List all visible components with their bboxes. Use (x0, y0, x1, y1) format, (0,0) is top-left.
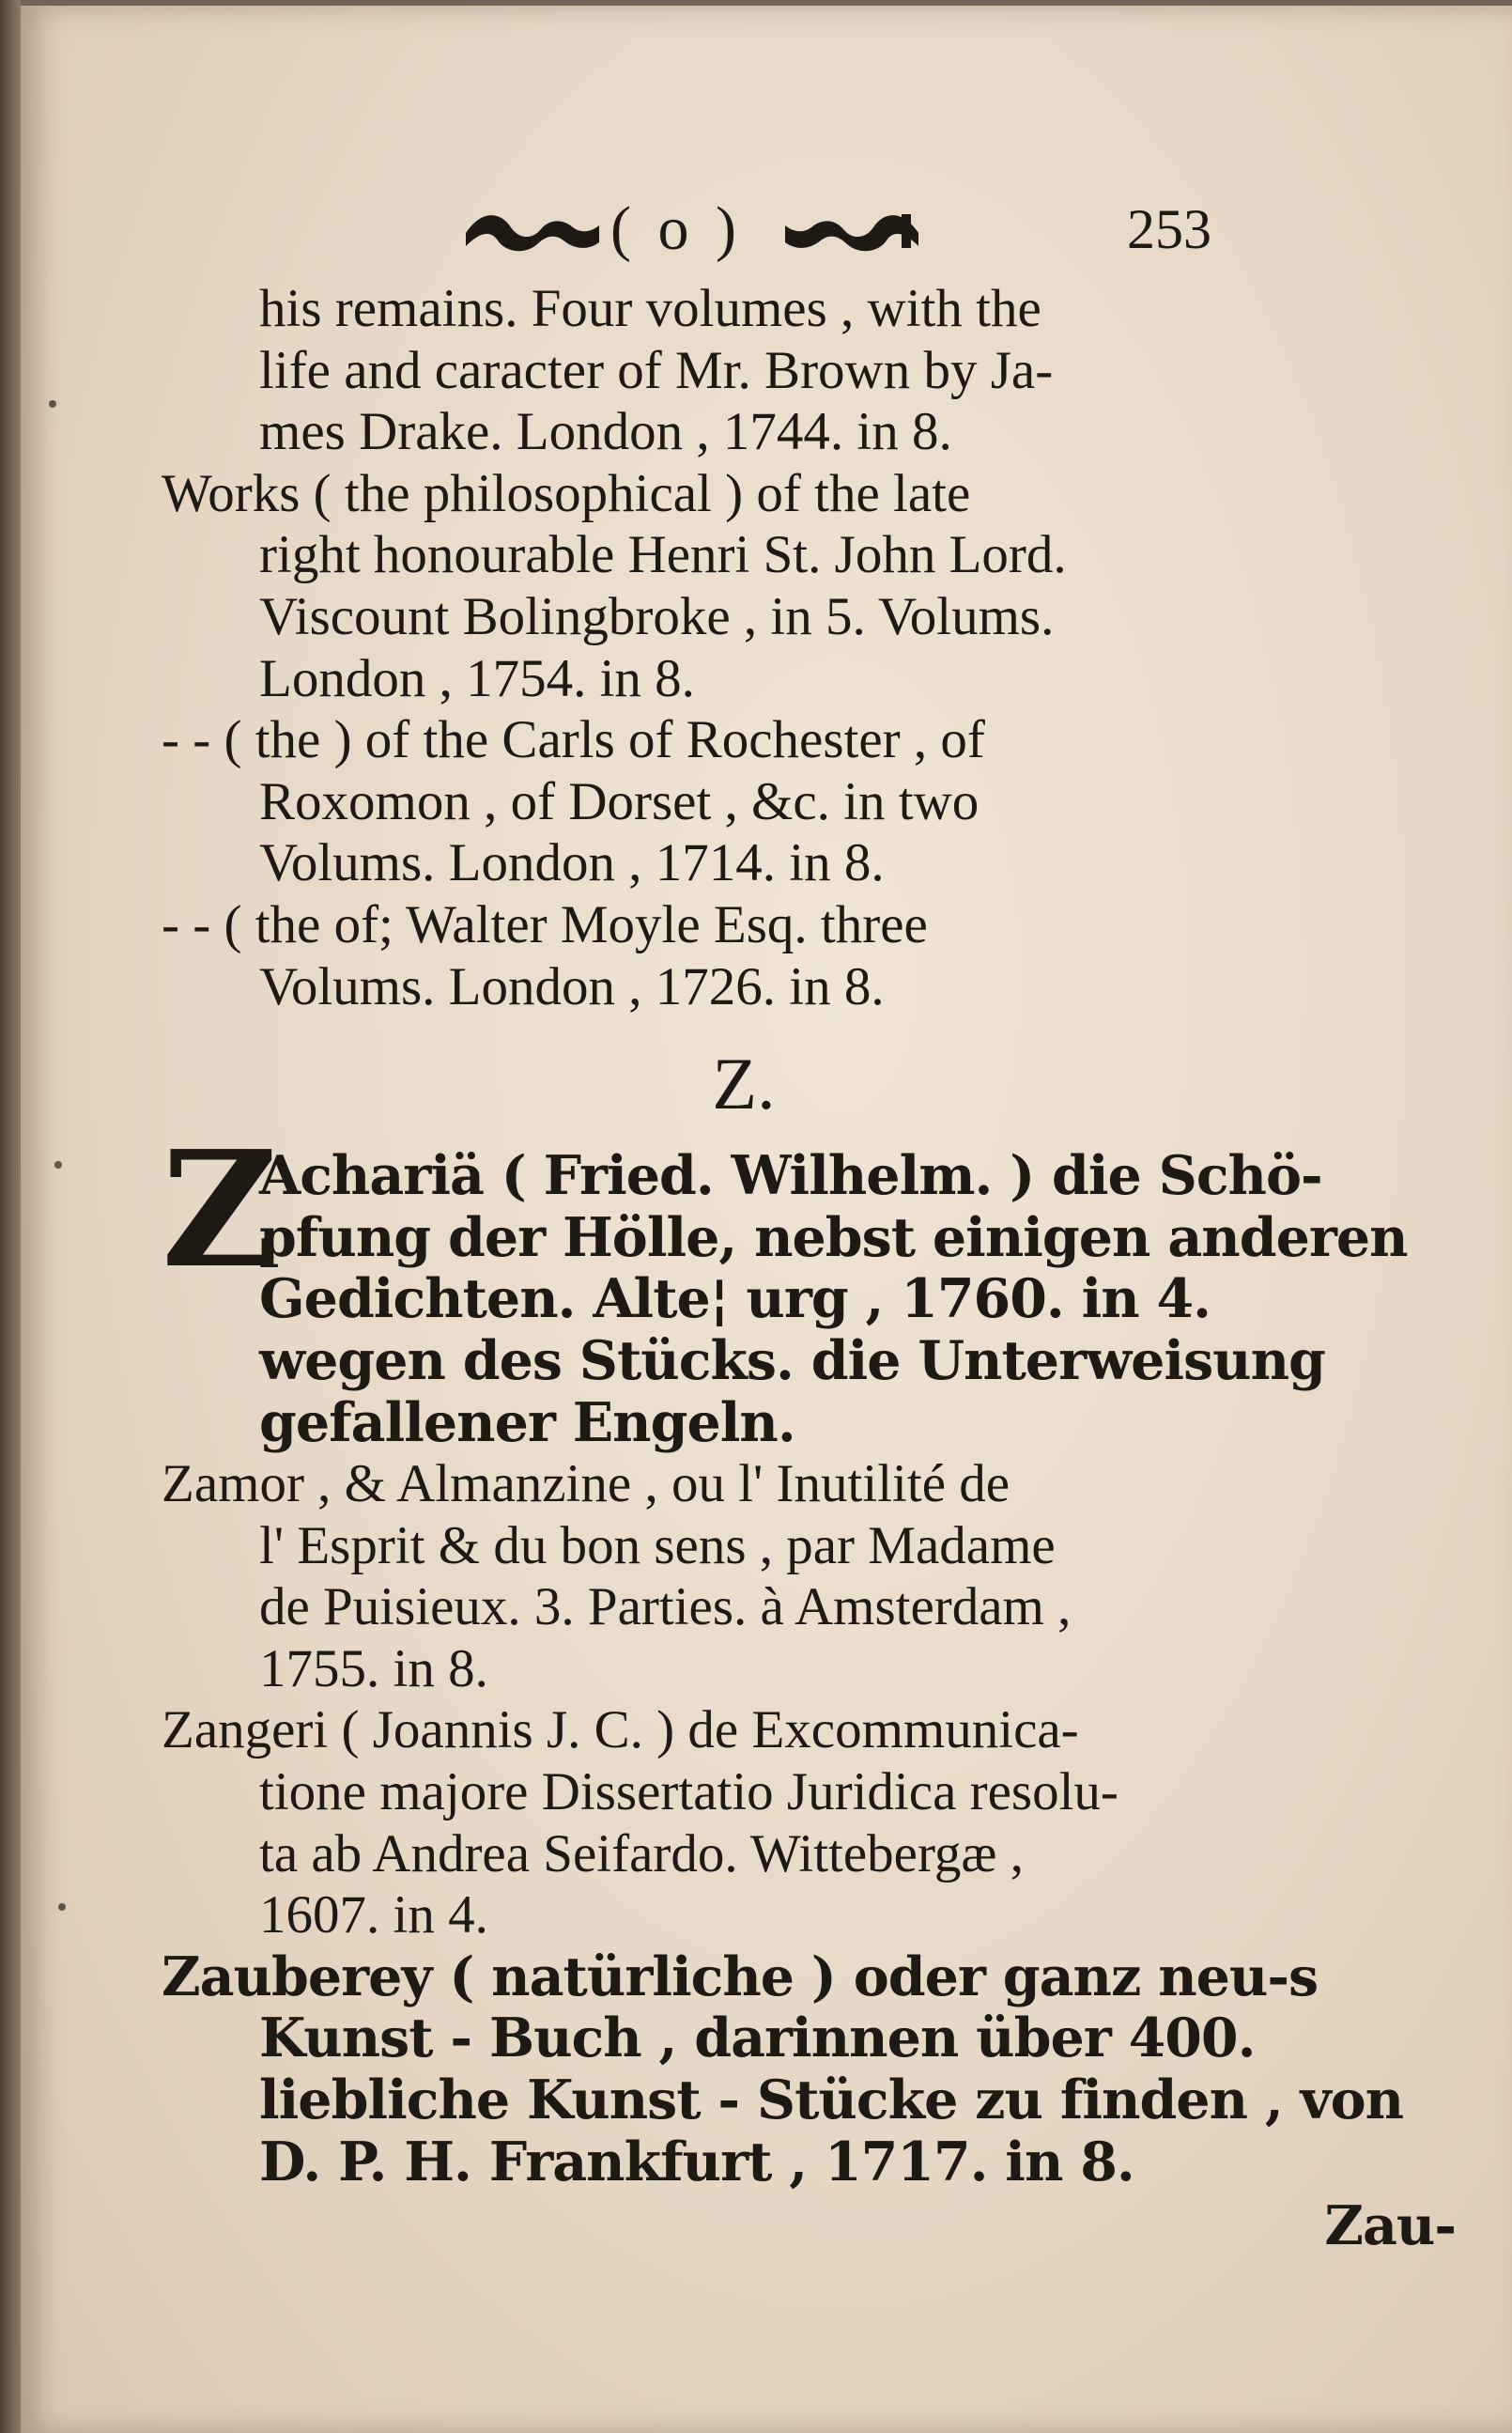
right-ornament-icon (781, 205, 922, 257)
entry-line: tione majore Dissertatio Juridica resolu- (259, 1762, 1119, 1822)
entry-line: gefallener Engeln. (259, 1390, 795, 1454)
entry-line: right honourable Henri St. John Lord. (259, 525, 1067, 585)
entry-line: Works ( the philosophical ) of the late (162, 463, 971, 523)
ink-fleck (54, 1161, 62, 1169)
entry-line: Achariä ( Fried. Wilhelm. ) die Schö- (259, 1144, 1322, 1208)
entry-line: 1755. in 8. (259, 1638, 488, 1698)
catalog-entry (162, 1945, 1404, 2193)
entry-line: Zangeri ( Joannis J. C. ) de Excommunica- (162, 1700, 1079, 1760)
entry-line: 1607. in 4. (259, 1885, 488, 1945)
entry-line: wegen des Stücks. die Unterweisung (259, 1328, 1325, 1392)
entry-line: pfung der Hölle, nebst einigen anderen (259, 1205, 1408, 1269)
entry-line: his remains. Four volumes , with the (259, 279, 1041, 338)
entry-line: mes Drake. London , 1744. in 8. (259, 402, 952, 462)
entry-line: Kunst - Buch , darinnen über 400. (259, 2007, 1256, 2070)
ink-fleck (58, 1903, 66, 1911)
section-letter-heading: Z. (712, 1043, 776, 1125)
book-page (21, 6, 1512, 2433)
catalog-entry (162, 894, 1223, 1017)
entry-line: ta ab Andrea Seifardo. Wittebergæ , (259, 1823, 1024, 1883)
entry-line: - - ( the of; Walter Moyle Esq. three (162, 894, 928, 954)
left-ornament-icon (462, 205, 603, 257)
entry-line: Viscount Bolingbroke , in 5. Volums. (259, 586, 1055, 646)
entry-line: - - ( the ) of the Carls of Rochester , of (162, 710, 985, 770)
catalog-entry (162, 709, 1223, 894)
entry-line: Zauberey ( natürliche ) oder ganz neu-s (162, 1945, 1319, 2008)
catalog-entry (162, 1699, 1223, 1945)
catalog-entry (162, 463, 1223, 709)
catalog-entry (162, 1144, 1408, 1454)
signature-mark: ( o ) (610, 194, 742, 263)
catalog-entry (162, 278, 1223, 463)
catalog-body (162, 278, 1408, 2193)
ink-fleck (49, 400, 56, 408)
page-number: 253 (1127, 198, 1211, 260)
entry-line: London , 1754. in 8. (259, 648, 695, 708)
entry-line: liebliche Kunst - Stücke zu finden , von (259, 2069, 1404, 2132)
entry-line: de Puisieux. 3. Parties. à Amsterdam , (259, 1577, 1072, 1637)
drop-capital: Z (162, 1116, 279, 1305)
catchword: Zau- (1324, 2194, 1456, 2257)
entry-line: Zamor , & Almanzine , ou l' Inutilité de (162, 1454, 1011, 1514)
dropcap-entry (162, 1116, 1408, 1454)
entry-line: D. P. H. Frankfurt , 1717. in 8. (259, 2130, 1134, 2193)
entry-line: Gedichten. Alte¦ urg , 1760. in 4. (259, 1267, 1211, 1331)
entry-line: Roxomon , of Dorset , &c. in two (259, 771, 980, 831)
entry-line: l' Esprit & du bon sens , par Madame (259, 1515, 1056, 1575)
entry-line: Volums. London , 1714. in 8. (259, 833, 885, 893)
entry-line: Volums. London , 1726. in 8. (259, 956, 885, 1016)
page-header (462, 192, 1232, 276)
entry-line: life and caracter of Mr. Brown by Ja- (259, 340, 1054, 400)
catalog-entry (162, 1453, 1223, 1699)
book-gutter (0, 0, 21, 2433)
